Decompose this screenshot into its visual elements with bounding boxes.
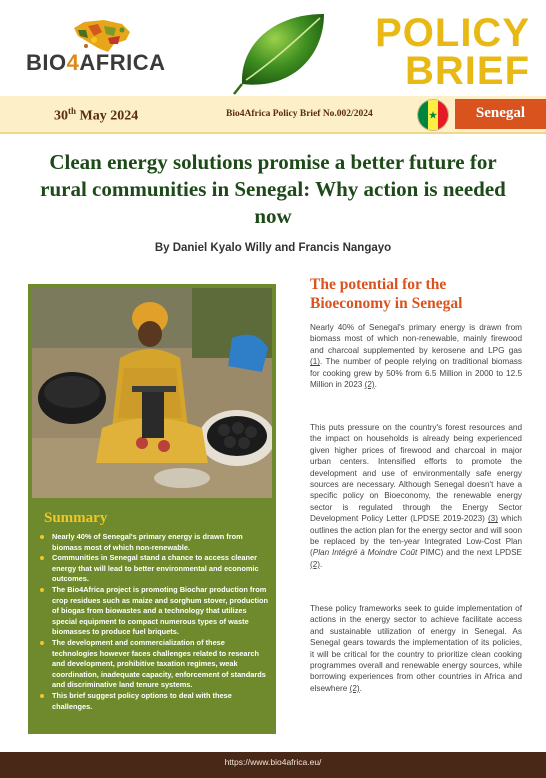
policy-brief-heading: POLICY BRIEF	[375, 11, 530, 93]
summary-list	[40, 532, 272, 712]
bullet-icon	[40, 641, 44, 645]
paragraph-3: These policy frameworks seek to guide implementation of actions in the energy sector to achieve facilitate access and sustainable utilization of energy in Senegal. As Senegal gears towards the implementation of its policies, it will be critical for the country to prioritize clean cooking programmes overall and renewable energy sources, while borrowing experiences from other countries in Africa and elsewhere (2).	[310, 604, 522, 693]
list-item: The development and commercialization of these technologies however faces challenges related to research and development, prohibitive taxation regimes, weak coordination, inadequate capacity, enforcement of standards and discriminative land tenure systems.	[40, 638, 272, 691]
section-heading: The potential for the Bioeconomy in Senegal	[310, 276, 463, 312]
website-link[interactable]: https://www.bio4africa.eu/	[224, 757, 322, 767]
publication-date: 30th May 2024	[54, 106, 139, 124]
senegal-flag-icon	[417, 99, 449, 131]
page-title: Clean energy solutions promise a better future for rural communities in Senegal: Why action is needed now	[40, 150, 506, 228]
reference-link[interactable]: (3)	[487, 514, 498, 524]
brief-number: Bio4Africa Policy Brief No.002/2024	[226, 109, 373, 119]
logo-wordmark: BIO4AFRICA	[26, 50, 166, 75]
list-item: This brief suggest policy options to deal with these challenges.	[40, 691, 272, 712]
reference-link[interactable]: (2)	[310, 559, 321, 569]
summary-heading: Summary	[44, 510, 108, 526]
authors: By Daniel Kyalo Willy and Francis Nangayo	[154, 242, 392, 254]
list-item: Nearly 40% of Senegal's primary energy is drawn from biomass most of which non-renewable.	[40, 532, 272, 553]
photo-woman-making-briquettes	[32, 288, 272, 498]
reference-link[interactable]: (2)	[349, 683, 360, 693]
leaf-image	[232, 6, 332, 96]
bullet-icon	[40, 588, 44, 592]
paragraph-1: Nearly 40% of Senegal's primary energy is drawn from biomass most of which non-renewable, mainly firewood and charcoal supplemented by kerosene and LPG gas (1). The number of people relying on traditional biomass for cooking grew by 50% from 6.5 Million in 2000 to 12.5 Million in 2023 (2).	[310, 323, 522, 390]
bullet-icon	[40, 556, 44, 560]
bullet-icon	[40, 694, 44, 698]
reference-link[interactable]: (2)	[364, 380, 375, 390]
list-item: Communities in Senegal stand a chance to access cleaner energy that will lead to better environmental and economic outcomes.	[40, 553, 272, 585]
list-item: The Bio4Africa project is promoting Biochar production from crop residues such as maize and sorghum stover, production of biogas from biowastes and a technology that utilizes special equipment to compact numerous types of waste biomasses to produce fuel briquets.	[40, 585, 272, 638]
paragraph-2: This puts pressure on the country's forest resources and the impact on households is already being experienced given higher prices of firewood and charcoal in major urban centers. Intensified efforts to promote the development and use of environmentally safe energy sources are necessary. Although Senegal doesn't have a specific policy on Bioeconomy, the renewable energy sector is regulated through the Energy Sector Development Policy Letter (LPDSE 2019-2023) (3) which outlines the action plan for the energy sector and will soon be replaced by the ten-year Integrated Low-Cost Plan (Plan Intégré à Moindre Coût PIMC) and the next LPDSE (2).	[310, 423, 522, 569]
reference-link[interactable]: (1)	[310, 357, 321, 367]
bullet-icon	[40, 535, 44, 539]
country-label: Senegal	[475, 105, 526, 121]
